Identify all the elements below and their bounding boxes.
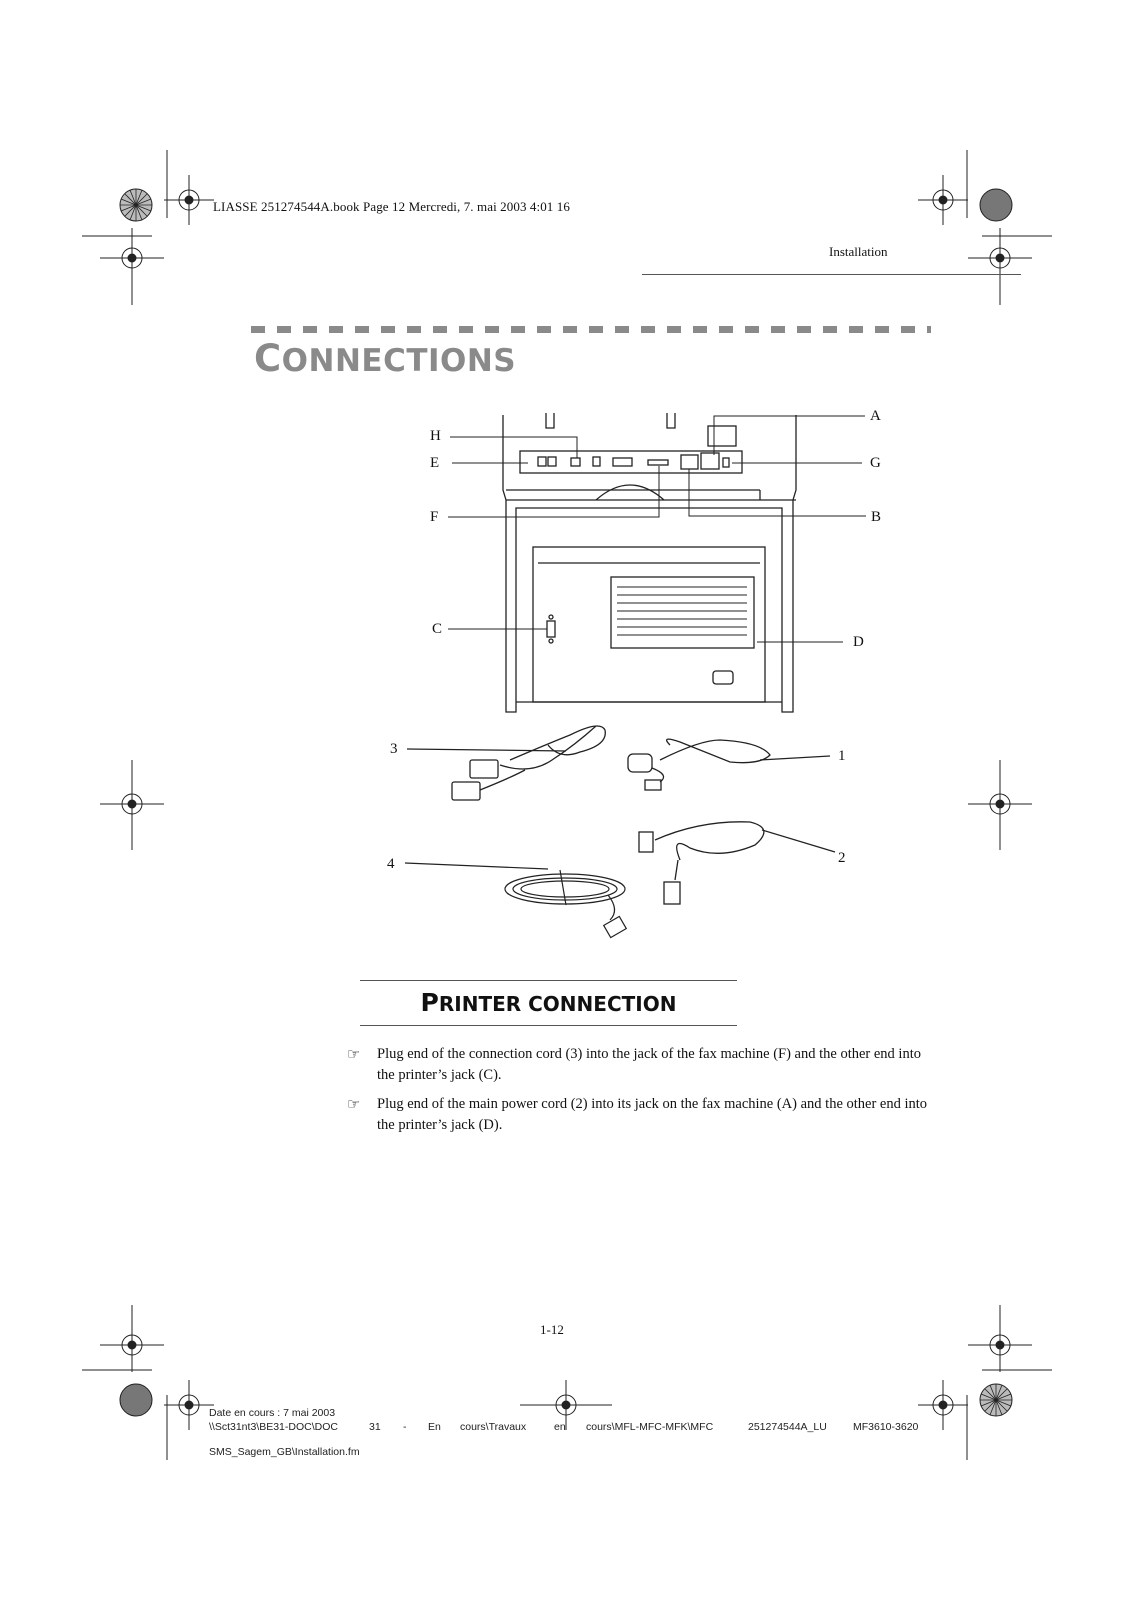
pointing-hand-icon: ☞ (347, 1045, 361, 1063)
book-info-line: LIASSE 251274544A.book Page 12 Mercredi, 7. mai 2003 4:01 16 (213, 199, 570, 214)
starburst-icon (980, 1384, 1012, 1416)
telephone-cord-4 (405, 863, 626, 938)
bullet-item (347, 1094, 937, 1138)
footer-path-7: 251274544A_LU (748, 1421, 827, 1433)
subsection-title-initial: P (420, 988, 439, 1017)
label-3: 3 (390, 741, 398, 757)
running-head: Installation (829, 244, 888, 259)
crosshair-icon (968, 1305, 1032, 1372)
section-dash-rule (251, 326, 931, 334)
crosshair-icon (918, 1380, 968, 1430)
label-g: G (870, 455, 881, 471)
footer-path-0: \\Sct31nt3\BE31-DOC\DOC (209, 1421, 338, 1433)
label-b: B (871, 509, 882, 525)
footer-path-2: - (403, 1421, 407, 1433)
crosshair-icon (918, 175, 968, 225)
crosshair-icon (100, 1305, 164, 1372)
crosshair-icon (100, 760, 164, 850)
section-title-rest: ONNECTIONS (281, 343, 517, 379)
gray-disc-icon (120, 1384, 152, 1416)
label-1: 1 (838, 748, 846, 764)
page-number: 1-12 (540, 1322, 564, 1337)
footer-path-8: MF3610-3620 (853, 1421, 919, 1433)
crosshair-icon (164, 1380, 214, 1430)
subsection-title (360, 988, 737, 1017)
starburst-icon (120, 189, 152, 221)
connection-cord-3 (407, 726, 605, 800)
label-4: 4 (387, 856, 395, 872)
crosshair-icon (968, 228, 1032, 305)
label-2: 2 (838, 850, 846, 866)
bullet-item (347, 1044, 937, 1088)
footer-path-5: en (554, 1421, 566, 1433)
power-cord-2 (639, 822, 835, 904)
power-cord-1 (628, 739, 830, 790)
pointing-hand-icon: ☞ (347, 1095, 361, 1113)
label-a: A (870, 408, 881, 424)
crosshair-icon (164, 175, 214, 225)
footer-date: Date en cours : 7 mai 2003 (209, 1407, 336, 1419)
footer-file: SMS_Sagem_GB\Installation.fm (209, 1446, 360, 1458)
footer-path-4: cours\Travaux (460, 1421, 527, 1433)
label-c: C (432, 621, 443, 637)
section-title-initial: C (254, 337, 282, 380)
footer-path-3: En (428, 1421, 441, 1433)
label-d: D (853, 634, 864, 650)
label-h: H (430, 428, 441, 444)
bullet-text: Plug end of the main power cord (2) into its jack on the fax machine (A) and the other end into the printer’s jack (D). (377, 1096, 928, 1133)
footer-path-1: 31 (369, 1421, 381, 1433)
gray-disc-icon (980, 189, 1012, 221)
crosshair-icon (100, 228, 164, 305)
bullet-text: Plug end of the connection cord (3) into the jack of the fax machine (F) and the other end into the printer’s jack (C). (377, 1046, 921, 1083)
connections-diagram (405, 405, 866, 938)
label-e: E (430, 455, 440, 471)
subsection-title-rest: RINTER CONNECTION (438, 992, 677, 1016)
header-rule (642, 274, 1021, 275)
label-f: F (430, 509, 439, 525)
section-title (254, 337, 516, 380)
footer-path-6: cours\MFL-MFC-MFK\MFC (586, 1421, 714, 1433)
crosshair-icon (968, 760, 1032, 850)
